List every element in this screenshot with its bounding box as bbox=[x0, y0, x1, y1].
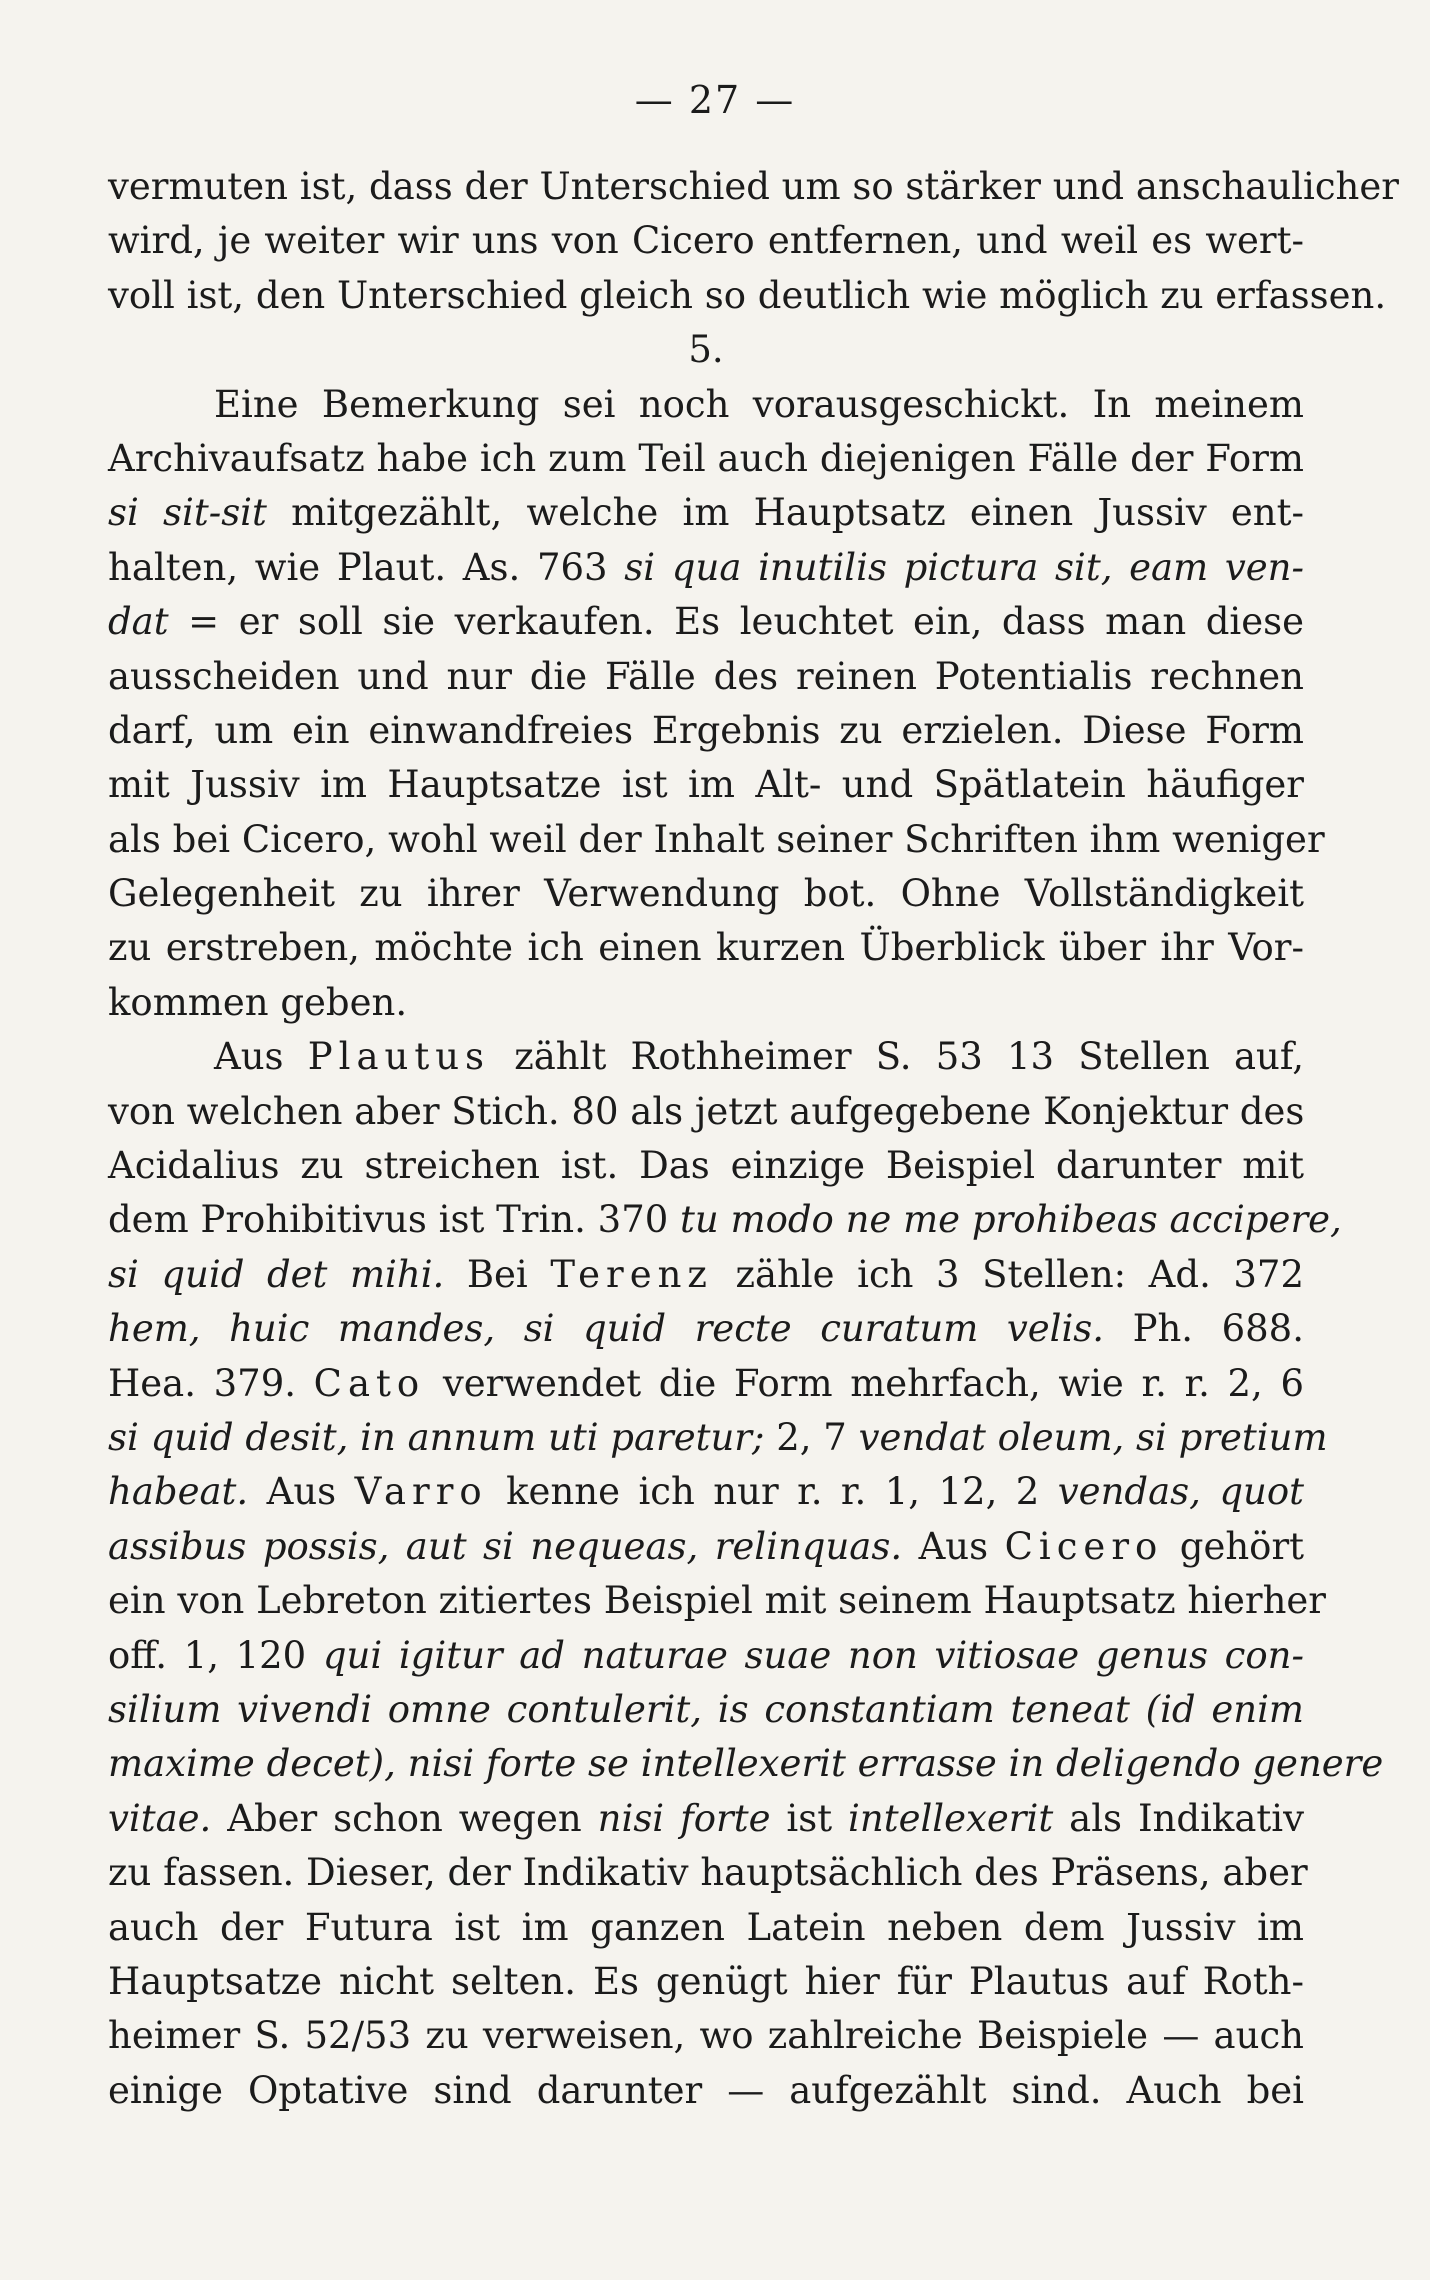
author-name: Cicero bbox=[1004, 1524, 1164, 1568]
text-line: Hea. 379. Cato verwendet die Form mehrfach, wie r. r. 2, 6 bbox=[108, 1361, 1304, 1405]
text-line: zu erstreben, möchte ich einen kurzen Überblick über ihr Vor- bbox=[108, 926, 1304, 970]
text-line: vitae. Aber schon wegen nisi forte ist intellexerit als Indikativ bbox=[108, 1796, 1304, 1840]
text-line: Aus Plautus zählt Rothheimer S. 53 13 Stellen auf, bbox=[214, 1035, 1304, 1079]
text-line: dat = er soll sie verkaufen. Es leuchtet ein, dass man diese bbox=[108, 600, 1304, 644]
author-name: Plautus bbox=[307, 1035, 491, 1079]
text-line: Eine Bemerkung sei noch vorausgeschickt. In meinem bbox=[214, 382, 1304, 426]
text-line: auch der Futura ist im ganzen Latein neben dem Jussiv im bbox=[108, 1905, 1304, 1949]
text-line: maxime decet), nisi forte se intellexerit errasse in deligendo genere bbox=[108, 1742, 1384, 1786]
text-line: hem, huic mandes, si quid recte curatum velis. Ph. 688. bbox=[108, 1307, 1304, 1351]
text-line: Archivaufsatz habe ich zum Teil auch diejenigen Fälle der Form bbox=[108, 436, 1304, 480]
text-line: kommen geben. bbox=[108, 980, 408, 1024]
text-line: dem Prohibitivus ist Trin. 370 tu modo ne me prohibeas accipere, bbox=[108, 1198, 1342, 1242]
author-name: Cato bbox=[313, 1361, 426, 1405]
author-name: Terenz bbox=[550, 1252, 713, 1296]
text-line: mit Jussiv im Hauptsatze ist im Alt- und Spätlatein häufiger bbox=[108, 763, 1304, 807]
text-line: si quid det mihi. Bei Terenz zähle ich 3 Stellen: Ad. 372 bbox=[108, 1252, 1304, 1296]
text-line: von welchen aber Stich. 80 als jetzt aufgegebene Konjektur des bbox=[108, 1089, 1305, 1133]
text-line: Acidalius zu streichen ist. Das einzige Beispiel darunter mit bbox=[108, 1144, 1304, 1188]
text-line: voll ist, den Unterschied gleich so deutlich wie möglich zu erfassen. bbox=[108, 273, 1387, 317]
text-line: wird, je weiter wir uns von Cicero entfernen, und weil es wert- bbox=[108, 219, 1304, 263]
text-line: heimer S. 52/53 zu verweisen, wo zahlreiche Beispiele — auch bbox=[108, 2014, 1304, 2058]
text-line: off. 1, 120 qui igitur ad naturae suae non vitiosae genus con- bbox=[108, 1633, 1304, 1677]
section-number: 5. bbox=[688, 328, 724, 372]
text-line: assibus possis, aut si nequeas, relinquas. Aus Cicero gehört bbox=[108, 1524, 1304, 1568]
text-line: si sit-sit mitgezählt, welche im Hauptsatz einen Jussiv ent- bbox=[108, 491, 1305, 535]
text-line: vermuten ist, dass der Unterschied um so stärker und anschaulicher bbox=[108, 165, 1399, 208]
text-line: Gelegenheit zu ihrer Verwendung bot. Ohne Vollständigkeit bbox=[108, 872, 1304, 916]
text-line: habeat. Aus Varro kenne ich nur r. r. 1, 12, 2 vendas, quot bbox=[108, 1470, 1305, 1514]
author-name: Varro bbox=[354, 1470, 488, 1514]
text-line: si quid desit, in annum uti paretur; 2, 7 vendat oleum, si pretium bbox=[108, 1415, 1328, 1459]
text-line: silium vivendi omne contulerit, is constantiam teneat (id enim bbox=[108, 1687, 1304, 1731]
text-line: zu fassen. Dieser, der Indikativ hauptsächlich des Präsens, aber bbox=[108, 1851, 1308, 1895]
text-line: als bei Cicero, wohl weil der Inhalt seiner Schriften ihm weniger bbox=[108, 817, 1325, 861]
text-line: halten, wie Plaut. As. 763 si qua inutilis pictura sit, eam ven- bbox=[108, 545, 1305, 589]
text-line: ausscheiden und nur die Fälle des reinen Potentialis rechnen bbox=[108, 654, 1304, 698]
text-line: Hauptsatze nicht selten. Es genügt hier für Plautus auf Roth- bbox=[108, 1959, 1304, 2003]
body-text bbox=[108, 160, 1399, 2118]
text-line: einige Optative sind darunter — aufgezählt sind. Auch bei bbox=[108, 2068, 1304, 2112]
text-line: darf, um ein einwandfreies Ergebnis zu erzielen. Diese Form bbox=[108, 708, 1304, 752]
text-line: ein von Lebreton zitiertes Beispiel mit seinem Hauptsatz hierher bbox=[108, 1579, 1326, 1623]
page-number: — 27 — bbox=[634, 78, 796, 122]
